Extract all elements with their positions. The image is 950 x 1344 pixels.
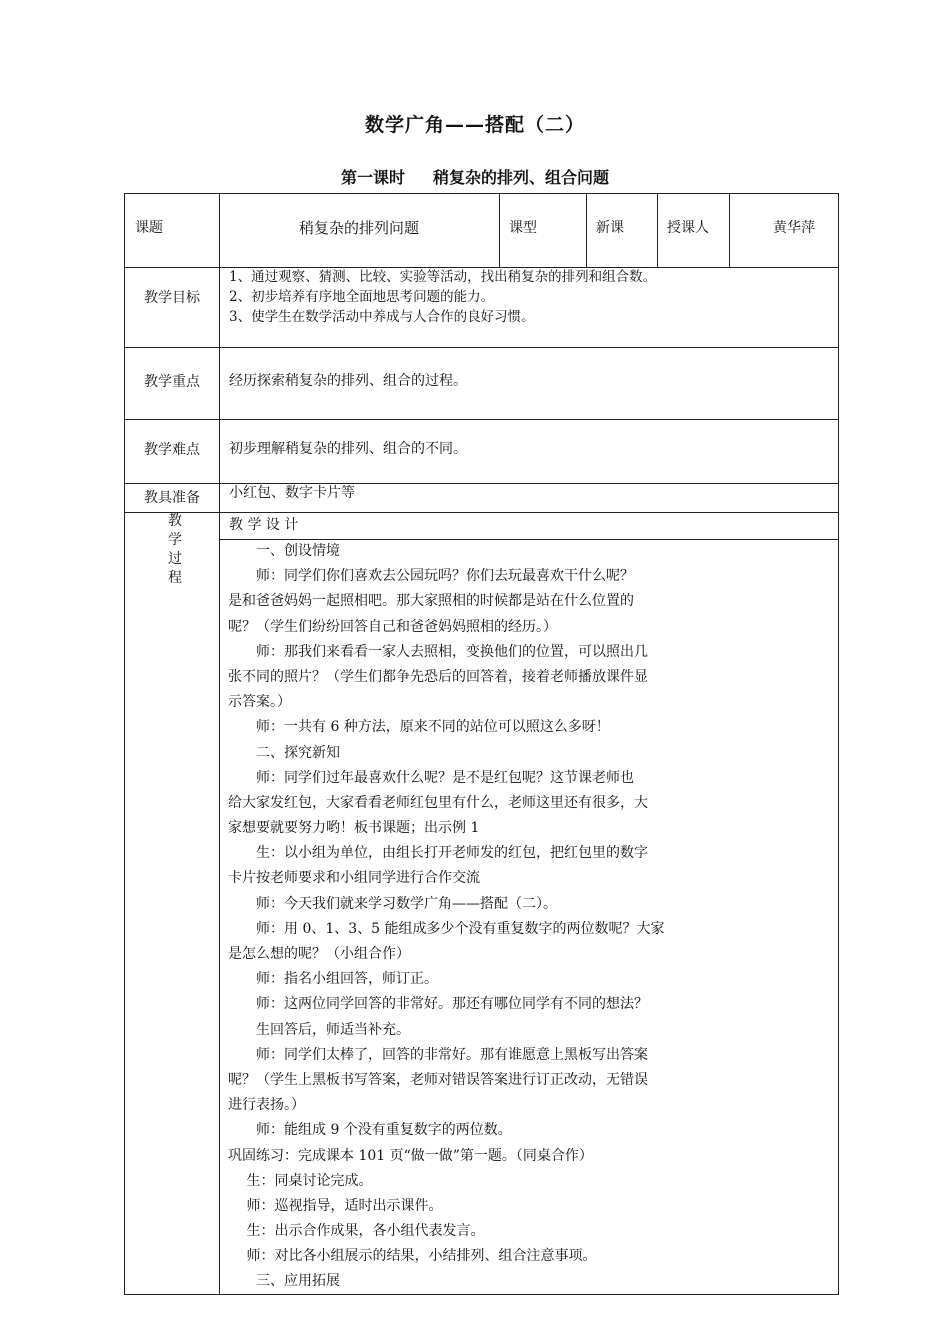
topic-label: 课题 xyxy=(135,220,163,236)
process-label xyxy=(165,512,185,588)
design-line: 师：能组成 9 个没有重复数字的两位数。 xyxy=(228,1122,512,1139)
lesson-type-value: 新课 xyxy=(596,220,624,236)
goals-label: 教学目标 xyxy=(144,290,200,306)
design-line: 示答案。） xyxy=(228,694,291,711)
key-point-value: 经历探索稍复杂的排列、组合的过程。 xyxy=(229,373,467,389)
column-divider xyxy=(586,194,587,267)
design-line: 二、探究新知 xyxy=(228,744,340,761)
design-line: 一、创设情境 xyxy=(228,543,340,559)
design-line: 师：同学们过年最喜欢什么呢？是不是红包呢？这节课老师也 xyxy=(228,769,634,786)
difficulty-value: 初步理解稍复杂的排列、组合的不同。 xyxy=(229,441,467,457)
design-line: 家想要就要努力哟！板书课题；出示例 1 xyxy=(228,820,480,837)
design-line: 是和爸爸妈妈一起照相吧。那大家照相的时候都是站在什么位置的 xyxy=(228,593,634,610)
design-line: 给大家发红包，大家看看老师红包里有什么，老师这里还有很多，大 xyxy=(228,794,648,811)
design-line: 师：用 0、1、3、5 能组成多少个没有重复数字的两位数呢？大家 xyxy=(228,920,665,937)
row-divider xyxy=(125,419,838,420)
row-divider xyxy=(125,512,838,513)
column-divider xyxy=(219,194,220,1294)
design-line: 师：指名小组回答，师订正。 xyxy=(228,971,438,988)
design-line: 巩固练习：完成课本 101 页“做一做”第一题。（同桌合作） xyxy=(228,1147,593,1164)
design-line: 师：巡视指导，适时出示课件。 xyxy=(228,1197,443,1214)
teaching-design-body xyxy=(228,539,828,1295)
design-line: 师：今天我们就来学习数学广角——搭配（二）。 xyxy=(228,895,557,912)
lesson-subtitle xyxy=(0,165,950,188)
goal-item: 3、使学生在数学活动中养成与人合作的良好习惯。 xyxy=(229,309,535,325)
materials-value: 小红包、数字卡片等 xyxy=(229,485,355,501)
lesson-type-label: 课型 xyxy=(509,220,537,236)
design-line: 生：以小组为单位，由组长打开老师发的红包，把红包里的数字 xyxy=(228,845,648,862)
design-line: 生：同桌讨论完成。 xyxy=(228,1172,373,1189)
process-label-char: 教 xyxy=(168,513,182,529)
difficulty-label: 教学难点 xyxy=(144,442,200,458)
design-line: 三、应用拓展 xyxy=(228,1273,340,1290)
design-line: 师：那我们来看看一家人去照相，变换他们的位置，可以照出几 xyxy=(228,643,648,660)
lesson-number: 第一课时 xyxy=(340,168,405,187)
design-line: 生回答后，师适当补充。 xyxy=(228,1021,410,1038)
process-label-char: 学 xyxy=(168,532,182,548)
design-line: 卡片按老师要求和小组同学进行合作交流 xyxy=(228,870,480,887)
design-line: 呢？（学生们纷纷回答自己和爸爸妈妈照相的经历。） xyxy=(228,618,557,635)
design-line: 师：这两位同学回答的非常好。那还有哪位同学有不同的想法？ xyxy=(228,996,648,1013)
page-title: 数学广角——搭配（二） xyxy=(364,114,585,136)
design-line: 师：同学们太棒了，回答的非常好。那有谁愿意上黑板写出答案 xyxy=(228,1046,648,1063)
goal-item: 2、初步培养有序地全面地思考问题的能力。 xyxy=(229,289,495,305)
lesson-plan-table xyxy=(124,193,839,1295)
process-label-char: 程 xyxy=(168,570,182,586)
design-line: 师：同学们你们喜欢去公园玩吗？你们去玩最喜欢干什么呢？ xyxy=(228,568,634,585)
design-line: 张不同的照片？（学生们都争先恐后的回答着，接着老师播放课件显 xyxy=(228,668,648,685)
teacher-name: 黄华萍 xyxy=(773,220,815,236)
teaching-design-header: 教 学 设 计 xyxy=(229,517,299,533)
design-line: 进行表扬。） xyxy=(228,1097,305,1114)
row-divider xyxy=(125,347,838,348)
design-line: 呢？（学生上黑板书写答案，老师对错误答案进行订正改动，无错误 xyxy=(228,1071,648,1088)
column-divider xyxy=(729,194,730,267)
topic-value: 稍复杂的排列问题 xyxy=(298,219,419,237)
teacher-label: 授课人 xyxy=(667,220,709,236)
design-line: 是怎么想的呢？（小组合作） xyxy=(228,946,410,962)
process-label-char: 过 xyxy=(168,551,182,567)
column-divider xyxy=(657,194,658,267)
materials-label: 教具准备 xyxy=(144,490,200,506)
goal-item: 1、通过观察、猜测、比较、实验等活动，找出稍复杂的排列和组合数。 xyxy=(229,269,657,285)
design-line: 师：一共有 6 种方法，原来不同的站位可以照这么多呀！ xyxy=(228,719,610,736)
column-divider xyxy=(499,194,500,267)
key-point-label: 教学重点 xyxy=(144,374,200,390)
design-line: 师：对比各小组展示的结果，小结排列、组合注意事项。 xyxy=(228,1248,597,1265)
design-line: 生：出示合作成果，各小组代表发言。 xyxy=(228,1223,485,1240)
lesson-topic: 稍复杂的排列、组合问题 xyxy=(433,168,610,187)
